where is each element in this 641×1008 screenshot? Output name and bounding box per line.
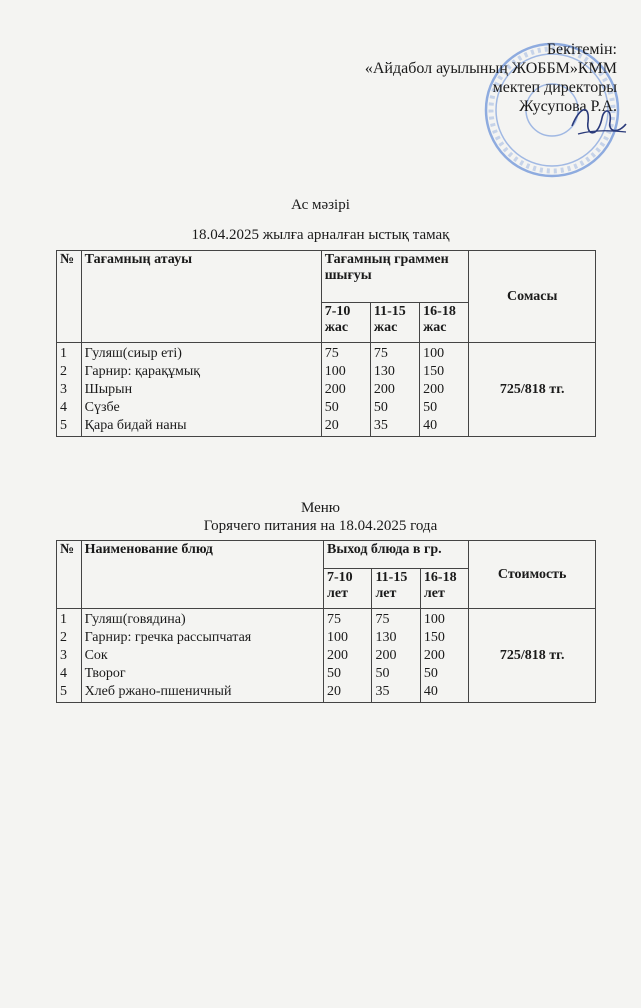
list-item: 75 — [324, 346, 339, 361]
ru-age-16-18-values — [420, 609, 468, 703]
ru-numbers-cell — [57, 609, 82, 703]
kz-header-age-11-15: 11-15 жас — [370, 303, 419, 343]
list-item: 100 — [327, 630, 348, 645]
list-item: Шырын — [84, 382, 133, 397]
ru-age-11-15-values — [372, 609, 420, 703]
kz-price-cell: 725/818 тг. — [469, 343, 596, 437]
list-item: 1 — [60, 346, 67, 361]
ru-header-no: № — [57, 541, 82, 609]
list-item: 75 — [373, 346, 388, 361]
list-item: 2 — [60, 364, 67, 379]
list-item: 5 — [60, 418, 67, 433]
ru-header-output: Выход блюда в гр. — [324, 541, 469, 569]
list-item: 130 — [375, 630, 397, 645]
list-item: 35 — [373, 418, 388, 433]
list-item: Хлеб ржано-пшеничный — [84, 684, 232, 699]
list-item: 50 — [324, 400, 339, 415]
director-signature — [568, 96, 630, 146]
list-item: Қара бидай наны — [84, 418, 187, 433]
ru-menu-subtitle: Горячего питания на 18.04.2025 года — [203, 518, 438, 534]
list-item: 4 — [60, 666, 67, 681]
ru-header-name: Наименование блюд — [81, 541, 323, 609]
list-item: 150 — [423, 630, 445, 645]
kz-menu-title: Ас мәзірі — [291, 197, 350, 213]
approval-line-3: мектеп директоры — [492, 79, 617, 96]
list-item: 1 — [60, 612, 67, 627]
list-item: Гуляш(говядина) — [84, 612, 186, 627]
list-item: 200 — [324, 382, 346, 397]
list-item: 40 — [423, 418, 438, 433]
kz-header-age-7-10: 7-10 жас — [321, 303, 370, 343]
ru-menu-table — [56, 540, 596, 703]
kz-age-11-15-values — [370, 343, 419, 437]
list-item: 50 — [327, 666, 341, 681]
list-item: 200 — [423, 648, 445, 663]
approval-line-1: Бекітемін: — [546, 41, 617, 58]
kz-menu-table — [56, 250, 596, 437]
list-item: 4 — [60, 400, 67, 415]
list-item: 3 — [60, 382, 67, 397]
list-item: Гарнир: гречка рассыпчатая — [84, 630, 252, 645]
ru-header-age-11-15: 11-15 лет — [372, 569, 420, 609]
kz-numbers-cell — [57, 343, 82, 437]
list-item: 200 — [423, 382, 445, 397]
list-item: 40 — [423, 684, 438, 699]
list-item: 200 — [373, 382, 395, 397]
list-item: 50 — [423, 400, 438, 415]
kz-header-age-16-18: 16-18 жас — [420, 303, 469, 343]
kz-header-no: № — [57, 251, 82, 343]
ru-age-7-10-values — [324, 609, 372, 703]
list-item: 75 — [327, 612, 341, 627]
list-item: 50 — [373, 400, 388, 415]
list-item: 100 — [324, 364, 346, 379]
list-item: 5 — [60, 684, 67, 699]
kz-header-price: Сомасы — [469, 251, 596, 343]
list-item: 200 — [375, 648, 397, 663]
approval-line-2: «Айдабол ауылының ЖОББМ»КММ — [364, 60, 617, 77]
ru-menu-title: Меню — [300, 500, 341, 516]
approval-line-4: Жусупова Р.А. — [519, 98, 617, 115]
list-item: 130 — [373, 364, 395, 379]
list-item: 35 — [375, 684, 390, 699]
kz-header-name: Тағамның атауы — [81, 251, 321, 343]
list-item: 2 — [60, 630, 67, 645]
kz-age-7-10-values — [321, 343, 370, 437]
list-item: Сок — [84, 648, 108, 663]
ru-header-age-7-10: 7-10 лет — [324, 569, 372, 609]
list-item: Гарнир: қарақұмық — [84, 364, 201, 379]
list-item: 100 — [423, 346, 445, 361]
ru-price-cell: 725/818 тг. — [469, 609, 596, 703]
list-item: 3 — [60, 648, 67, 663]
list-item: 20 — [327, 684, 341, 699]
list-item: 50 — [423, 666, 438, 681]
ru-dish-names-cell — [81, 609, 323, 703]
list-item: 20 — [324, 418, 339, 433]
list-item: 75 — [375, 612, 390, 627]
list-item: Гуляш(сиыр еті) — [84, 346, 182, 361]
kz-age-16-18-values — [420, 343, 469, 437]
list-item: 100 — [423, 612, 445, 627]
kz-header-output: Тағамның граммен шығуы — [321, 251, 469, 303]
ru-header-age-16-18: 16-18 лет — [420, 569, 468, 609]
list-item: 200 — [327, 648, 348, 663]
kz-menu-subtitle: 18.04.2025 жылға арналған ыстық тамақ — [191, 227, 450, 243]
list-item: 150 — [423, 364, 445, 379]
ru-header-price: Стоимость — [469, 541, 596, 609]
list-item: 50 — [375, 666, 390, 681]
list-item: Творог — [84, 666, 126, 681]
kz-dish-names-cell — [81, 343, 321, 437]
list-item: Сүзбе — [84, 400, 120, 415]
